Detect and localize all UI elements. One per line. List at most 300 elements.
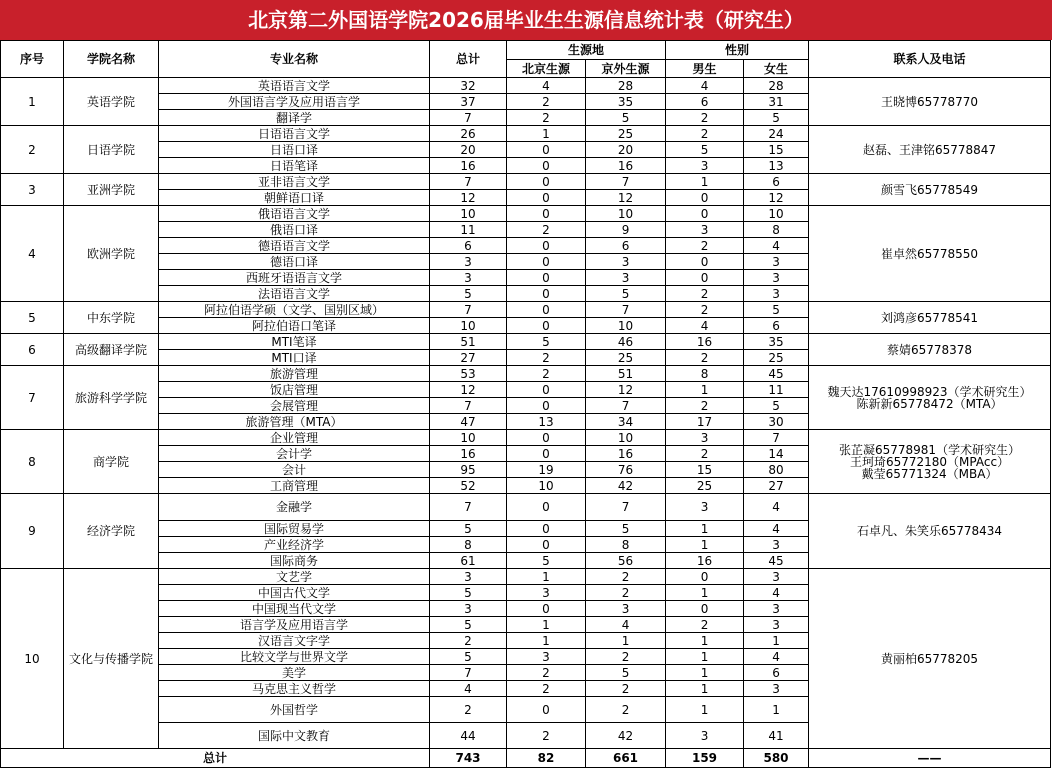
major-cell: 马克思主义哲学 [159,681,430,697]
table-row [1,126,1051,142]
beijing-cell: 0 [507,446,586,462]
female-cell: 7 [744,430,809,446]
major-cell: 旅游管理 [159,366,430,382]
total-cell: 10 [430,430,507,446]
outside-cell: 25 [586,126,666,142]
male-cell: 1 [666,174,744,190]
male-cell: 3 [666,430,744,446]
major-cell: 英语语言文学 [159,78,430,94]
college-cell: 经济学院 [64,494,159,569]
outside-cell: 25 [586,350,666,366]
contact-line: 魏天达17610998923（学术研究生） [827,384,1032,399]
outside-cell: 10 [586,206,666,222]
male-cell: 2 [666,110,744,126]
total-cell: 51 [430,334,507,350]
female-cell: 13 [744,158,809,174]
beijing-cell: 2 [507,723,586,749]
female-cell: 3 [744,681,809,697]
female-cell: 28 [744,78,809,94]
female-cell: 80 [744,462,809,478]
major-cell: 法语语言文学 [159,286,430,302]
male-cell: 2 [666,126,744,142]
total-cell: 12 [430,190,507,206]
outside-cell: 7 [586,398,666,414]
contact-line: 王晓博65778770 [880,94,979,109]
outside-cell: 56 [586,553,666,569]
major-cell: MTI口译 [159,350,430,366]
beijing-cell: 0 [507,494,586,521]
seq-cell: 3 [1,174,64,206]
major-cell: 文艺学 [159,569,430,585]
major-cell: 中国现当代文学 [159,601,430,617]
totals-beijing: 82 [507,749,586,768]
female-cell: 14 [744,446,809,462]
major-cell: 企业管理 [159,430,430,446]
header-beijing: 北京生源 [507,60,586,78]
college-cell: 亚洲学院 [64,174,159,206]
major-cell: 俄语口译 [159,222,430,238]
contact-cell [809,78,1051,126]
outside-cell: 28 [586,78,666,94]
contact-line: 蔡婧65778378 [886,342,973,357]
header-female: 女生 [744,60,809,78]
male-cell: 4 [666,78,744,94]
beijing-cell: 0 [507,382,586,398]
total-cell: 7 [430,398,507,414]
outside-cell: 42 [586,723,666,749]
beijing-cell: 0 [507,206,586,222]
male-cell: 1 [666,521,744,537]
beijing-cell: 13 [507,414,586,430]
seq-cell: 7 [1,366,64,430]
female-cell: 15 [744,142,809,158]
female-cell: 6 [744,665,809,681]
total-cell: 20 [430,142,507,158]
outside-cell: 3 [586,254,666,270]
female-cell: 11 [744,382,809,398]
seq-cell: 1 [1,78,64,126]
female-cell: 45 [744,366,809,382]
major-cell: 旅游管理（MTA） [159,414,430,430]
male-cell: 2 [666,398,744,414]
female-cell: 4 [744,649,809,665]
header-origin: 生源地 [507,41,666,60]
beijing-cell: 0 [507,521,586,537]
male-cell: 17 [666,414,744,430]
male-cell: 1 [666,649,744,665]
header-contact: 联系人及电话 [809,41,1051,78]
female-cell: 4 [744,238,809,254]
total-cell: 32 [430,78,507,94]
male-cell: 0 [666,569,744,585]
outside-cell: 34 [586,414,666,430]
outside-cell: 2 [586,697,666,723]
beijing-cell: 1 [507,569,586,585]
outside-cell: 8 [586,537,666,553]
male-cell: 2 [666,238,744,254]
total-cell: 27 [430,350,507,366]
male-cell: 3 [666,158,744,174]
major-cell: 中国古代文学 [159,585,430,601]
beijing-cell: 0 [507,286,586,302]
outside-cell: 16 [586,446,666,462]
male-cell: 0 [666,270,744,286]
female-cell: 3 [744,254,809,270]
female-cell: 3 [744,537,809,553]
contact-cell [809,366,1051,430]
outside-cell: 2 [586,681,666,697]
female-cell: 4 [744,494,809,521]
major-cell: 德语口译 [159,254,430,270]
outside-cell: 12 [586,382,666,398]
female-cell: 41 [744,723,809,749]
beijing-cell: 5 [507,553,586,569]
male-cell: 1 [666,382,744,398]
total-cell: 61 [430,553,507,569]
male-cell: 2 [666,350,744,366]
beijing-cell: 4 [507,78,586,94]
outside-cell: 42 [586,478,666,494]
outside-cell: 6 [586,238,666,254]
male-cell: 16 [666,334,744,350]
total-cell: 3 [430,270,507,286]
header-row-1 [1,41,1051,60]
outside-cell: 3 [586,601,666,617]
totals-contact: —— [809,749,1051,768]
beijing-cell: 5 [507,334,586,350]
female-cell: 1 [744,633,809,649]
seq-cell: 9 [1,494,64,569]
table-row [1,569,1051,585]
outside-cell: 35 [586,94,666,110]
total-cell: 5 [430,521,507,537]
beijing-cell: 2 [507,110,586,126]
major-cell: 外国语言学及应用语言学 [159,94,430,110]
header-seq: 序号 [1,41,64,78]
female-cell: 5 [744,110,809,126]
college-cell: 旅游科学学院 [64,366,159,430]
table-row [1,334,1051,350]
female-cell: 10 [744,206,809,222]
female-cell: 6 [744,174,809,190]
major-cell: 饭店管理 [159,382,430,398]
male-cell: 1 [666,681,744,697]
seq-cell: 5 [1,302,64,334]
male-cell: 1 [666,665,744,681]
major-cell: 阿拉伯语学硕（文学、国别区域） [159,302,430,318]
major-cell: 外国哲学 [159,697,430,723]
outside-cell: 5 [586,521,666,537]
totals-male: 159 [666,749,744,768]
female-cell: 5 [744,398,809,414]
male-cell: 15 [666,462,744,478]
college-cell: 商学院 [64,430,159,494]
contact-cell [809,126,1051,174]
contact-cell [809,174,1051,206]
seq-cell: 10 [1,569,64,749]
major-cell: 日语口译 [159,142,430,158]
total-cell: 5 [430,286,507,302]
outside-cell: 3 [586,270,666,286]
major-cell: 会展管理 [159,398,430,414]
female-cell: 6 [744,318,809,334]
total-cell: 16 [430,158,507,174]
beijing-cell: 0 [507,142,586,158]
beijing-cell: 1 [507,617,586,633]
beijing-cell: 0 [507,697,586,723]
major-cell: 阿拉伯语口笔译 [159,318,430,334]
total-cell: 2 [430,633,507,649]
total-cell: 7 [430,110,507,126]
male-cell: 8 [666,366,744,382]
male-cell: 1 [666,537,744,553]
total-cell: 12 [430,382,507,398]
seq-cell: 6 [1,334,64,366]
total-cell: 44 [430,723,507,749]
total-cell: 37 [430,94,507,110]
contact-line: 赵磊、王津铭65778847 [862,142,997,157]
total-cell: 11 [430,222,507,238]
total-cell: 6 [430,238,507,254]
female-cell: 4 [744,585,809,601]
beijing-cell: 0 [507,398,586,414]
male-cell: 2 [666,446,744,462]
outside-cell: 51 [586,366,666,382]
seq-cell: 2 [1,126,64,174]
outside-cell: 9 [586,222,666,238]
female-cell: 4 [744,521,809,537]
totals-label: 总计 [1,749,430,768]
major-cell: 产业经济学 [159,537,430,553]
total-cell: 47 [430,414,507,430]
contact-cell [809,569,1051,749]
total-cell: 53 [430,366,507,382]
header-college: 学院名称 [64,41,159,78]
total-cell: 5 [430,617,507,633]
outside-cell: 46 [586,334,666,350]
female-cell: 24 [744,126,809,142]
major-cell: MTI笔译 [159,334,430,350]
seq-cell: 4 [1,206,64,302]
beijing-cell: 0 [507,174,586,190]
stats-table [0,40,1051,768]
total-cell: 7 [430,174,507,190]
major-cell: 翻译学 [159,110,430,126]
outside-cell: 7 [586,174,666,190]
contact-line: 颜雪飞65778549 [880,182,979,197]
female-cell: 25 [744,350,809,366]
major-cell: 国际贸易学 [159,521,430,537]
beijing-cell: 0 [507,270,586,286]
outside-cell: 16 [586,158,666,174]
contact-line: 石卓凡、朱笑乐65778434 [856,524,1003,538]
female-cell: 3 [744,569,809,585]
major-cell: 金融学 [159,494,430,521]
major-cell: 汉语言文字学 [159,633,430,649]
contact-cell [809,334,1051,366]
female-cell: 45 [744,553,809,569]
major-cell: 比较文学与世界文学 [159,649,430,665]
male-cell: 5 [666,142,744,158]
beijing-cell: 1 [507,633,586,649]
beijing-cell: 2 [507,222,586,238]
male-cell: 0 [666,254,744,270]
total-cell: 10 [430,318,507,334]
male-cell: 2 [666,286,744,302]
major-cell: 国际中文教育 [159,723,430,749]
outside-cell: 5 [586,665,666,681]
beijing-cell: 0 [507,318,586,334]
total-cell: 7 [430,665,507,681]
beijing-cell: 0 [507,430,586,446]
male-cell: 3 [666,222,744,238]
header-major: 专业名称 [159,41,430,78]
female-cell: 5 [744,302,809,318]
major-cell: 日语语言文学 [159,126,430,142]
header-gender: 性别 [666,41,809,60]
outside-cell: 4 [586,617,666,633]
total-cell: 7 [430,494,507,521]
total-cell: 4 [430,681,507,697]
contact-line: 张芷凝65778981（学术研究生） [838,442,1021,457]
beijing-cell: 10 [507,478,586,494]
beijing-cell: 3 [507,585,586,601]
male-cell: 0 [666,206,744,222]
male-cell: 6 [666,94,744,110]
male-cell: 1 [666,585,744,601]
outside-cell: 2 [586,569,666,585]
female-cell: 1 [744,697,809,723]
sheet-title: 北京第二外国语学院2026届毕业生生源信息统计表（研究生） [0,0,1052,40]
contact-line: 戴莹65771324（MBA） [861,466,998,481]
contact-line: 陈新新65778472（MTA） [856,396,1003,411]
total-cell: 3 [430,569,507,585]
outside-cell: 2 [586,585,666,601]
total-cell: 26 [430,126,507,142]
beijing-cell: 1 [507,126,586,142]
major-cell: 德语语言文学 [159,238,430,254]
beijing-cell: 19 [507,462,586,478]
major-cell: 会计学 [159,446,430,462]
female-cell: 31 [744,94,809,110]
total-cell: 5 [430,585,507,601]
table-row [1,366,1051,382]
major-cell: 工商管理 [159,478,430,494]
male-cell: 2 [666,617,744,633]
table-row [1,174,1051,190]
total-cell: 3 [430,601,507,617]
seq-cell: 8 [1,430,64,494]
total-cell: 5 [430,649,507,665]
college-cell: 英语学院 [64,78,159,126]
female-cell: 8 [744,222,809,238]
major-cell: 会计 [159,462,430,478]
male-cell: 0 [666,601,744,617]
total-cell: 95 [430,462,507,478]
totals-total: 743 [430,749,507,768]
contact-cell [809,430,1051,494]
table-row [1,78,1051,94]
totals-outside: 661 [586,749,666,768]
major-cell: 西班牙语语言文学 [159,270,430,286]
contact-cell [809,302,1051,334]
table-row [1,494,1051,521]
female-cell: 27 [744,478,809,494]
total-cell: 10 [430,206,507,222]
female-cell: 3 [744,286,809,302]
male-cell: 25 [666,478,744,494]
contact-cell [809,206,1051,302]
female-cell: 35 [744,334,809,350]
outside-cell: 5 [586,110,666,126]
outside-cell: 7 [586,494,666,521]
major-cell: 朝鲜语口译 [159,190,430,206]
beijing-cell: 2 [507,350,586,366]
female-cell: 12 [744,190,809,206]
major-cell: 亚非语言文学 [159,174,430,190]
total-cell: 3 [430,254,507,270]
male-cell: 2 [666,302,744,318]
major-cell: 语言学及应用语言学 [159,617,430,633]
major-cell: 美学 [159,665,430,681]
male-cell: 0 [666,190,744,206]
totals-female: 580 [744,749,809,768]
male-cell: 3 [666,494,744,521]
outside-cell: 2 [586,649,666,665]
contact-cell [809,494,1051,569]
beijing-cell: 0 [507,190,586,206]
beijing-cell: 2 [507,681,586,697]
major-cell: 俄语语言文学 [159,206,430,222]
beijing-cell: 2 [507,665,586,681]
table-row [1,430,1051,446]
male-cell: 1 [666,697,744,723]
beijing-cell: 0 [507,537,586,553]
outside-cell: 12 [586,190,666,206]
outside-cell: 5 [586,286,666,302]
female-cell: 3 [744,617,809,633]
header-outside: 京外生源 [586,60,666,78]
total-cell: 52 [430,478,507,494]
college-cell: 文化与传播学院 [64,569,159,749]
college-cell: 中东学院 [64,302,159,334]
college-cell: 欧洲学院 [64,206,159,302]
outside-cell: 7 [586,302,666,318]
female-cell: 3 [744,270,809,286]
college-cell: 日语学院 [64,126,159,174]
header-total: 总计 [430,41,507,78]
male-cell: 4 [666,318,744,334]
male-cell: 16 [666,553,744,569]
contact-line: 王珂琦65772180（MPAcc） [849,454,1010,469]
female-cell: 30 [744,414,809,430]
major-cell: 国际商务 [159,553,430,569]
major-cell: 日语笔译 [159,158,430,174]
beijing-cell: 0 [507,238,586,254]
contact-line: 黄丽柏65778205 [880,651,979,666]
college-cell: 高级翻译学院 [64,334,159,366]
total-cell: 7 [430,302,507,318]
beijing-cell: 2 [507,94,586,110]
outside-cell: 20 [586,142,666,158]
outside-cell: 10 [586,318,666,334]
beijing-cell: 0 [507,158,586,174]
header-male: 男生 [666,60,744,78]
beijing-cell: 0 [507,601,586,617]
outside-cell: 1 [586,633,666,649]
table-row [1,206,1051,222]
beijing-cell: 0 [507,254,586,270]
